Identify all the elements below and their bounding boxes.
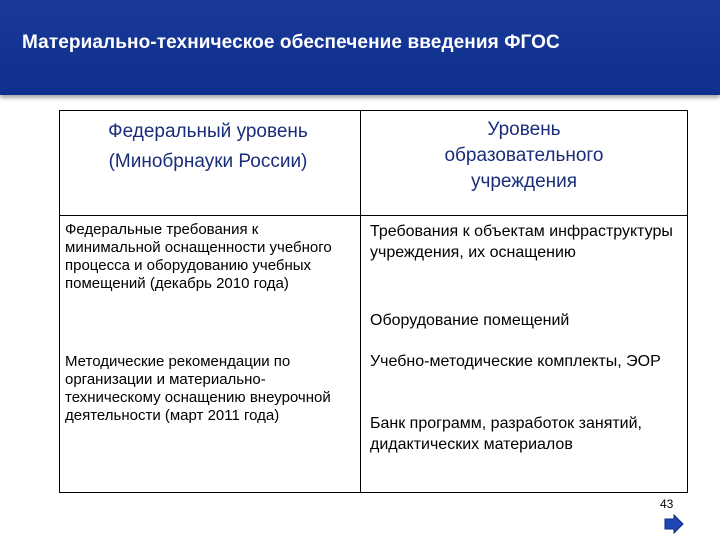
program-bank-cell: Банк программ, разработок занятий, дидактических материалов [370,415,642,453]
infrastructure-requirements-cell: Требования к объектам инфраструктуры учреждения, их оснащению [370,223,673,261]
page-number: 43 [660,497,674,511]
header-divider [60,215,687,216]
federal-requirements-cell: Федеральные требования к минимальной оснащенности учебного процесса и оборудованию учебных помещений (декабрь 2010 года) [65,221,332,292]
federal-level-heading-line1: Федеральный уровень [108,121,308,142]
comparison-table [59,110,688,493]
title-bar [0,0,720,95]
methodical-recommendations-cell: Методические рекомендации по организации и материально-техническому оснащению внеурочной деятельности (март 2011 года) [65,353,331,424]
institution-level-heading-line1: Уровень [487,119,561,140]
room-equipment-cell: Оборудование помещений [370,312,570,329]
institution-level-heading [365,117,683,195]
teaching-kits-cell: Учебно-методические комплекты, ЭОР [370,353,661,370]
slide-title: Материально-техническое обеспечение введения ФГОС [22,32,560,53]
right-arrow-icon[interactable] [664,514,684,534]
institution-level-heading-line2: образовательного [444,145,604,166]
federal-level-heading [62,117,354,177]
column-divider [360,111,361,492]
institution-level-heading-line3: учреждения [470,171,578,192]
federal-level-heading-line2: (Минобрнауки России) [108,151,308,172]
